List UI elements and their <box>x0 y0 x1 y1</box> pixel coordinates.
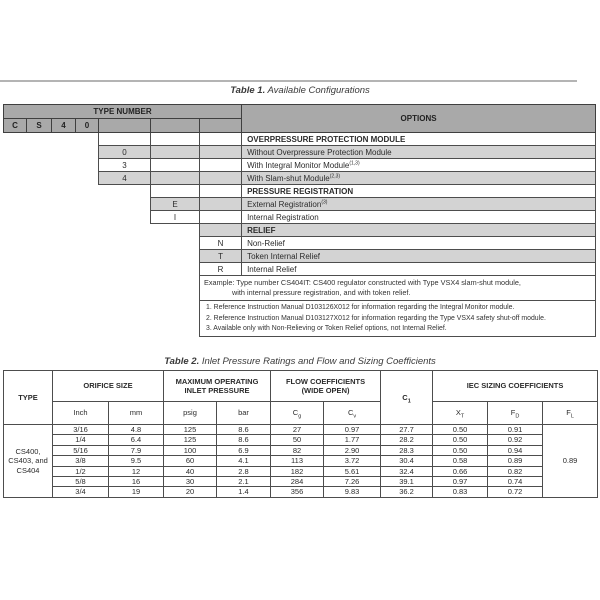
data-cell: 4.1 <box>217 456 271 466</box>
bar-column-header: bar <box>217 402 271 425</box>
type-digit-4: 4 <box>52 119 76 133</box>
t2-data-row <box>4 445 598 455</box>
footnote-2: 2. Reference Instruction Manual D103127X012 for information regarding the Type VSX4 safety shut-off module. <box>206 314 546 322</box>
inch-column-header: Inch <box>53 402 109 425</box>
type-digit-s: S <box>27 119 52 133</box>
max-inlet-pressure-header: MAXIMUM OPERATING INLET PRESSURE <box>164 371 271 402</box>
empty-cell <box>151 172 200 185</box>
data-cell: 0.50 <box>433 445 488 455</box>
footnote-ref: (3) <box>321 198 328 205</box>
data-cell: 36.2 <box>381 487 433 497</box>
empty-cell <box>151 185 200 198</box>
t1-section-overpressure <box>4 133 596 146</box>
xt-column-header: $X_T$ <box>433 402 488 425</box>
data-cell: 32.4 <box>381 466 433 476</box>
fl-value-cell: 0.89 <box>543 425 598 498</box>
empty-cell <box>151 133 200 146</box>
empty-cell <box>200 211 242 224</box>
t1-example-row <box>4 276 596 301</box>
data-cell: 0.94 <box>488 445 543 455</box>
footnotes <box>200 301 596 337</box>
fd-column-header: $F_D$ <box>488 402 543 425</box>
t1-section-pressure-registration <box>4 185 596 198</box>
data-cell: 0.74 <box>488 476 543 486</box>
t1-option-row <box>4 146 596 159</box>
mm-column-header: mm <box>109 402 164 425</box>
t2-data-row <box>4 435 598 445</box>
empty-cell <box>200 159 242 172</box>
data-cell: 8.6 <box>217 425 271 435</box>
option-label: External Registration$^{(3)}$ <box>242 198 596 211</box>
empty-cell <box>200 185 242 198</box>
option-label: Without Overpressure Protection Module <box>242 146 596 159</box>
t2-header-row-2 <box>4 402 598 425</box>
t2-data-row <box>4 476 598 486</box>
type-digit-c: C <box>4 119 27 133</box>
t1-option-row <box>4 237 596 250</box>
data-cell: 9.83 <box>324 487 381 497</box>
t1-option-row <box>4 211 596 224</box>
data-cell: 60 <box>164 456 217 466</box>
t2-data-row <box>4 466 598 476</box>
data-cell: 125 <box>164 435 217 445</box>
table1-title-label: Table 1. <box>230 85 266 96</box>
empty-header-cell <box>200 119 242 133</box>
data-cell: 16 <box>109 476 164 486</box>
type-value-cell: CS400, CS403, and CS404 <box>4 425 53 498</box>
footnote-3: 3. Available only with Non-Relieving or Token Relief options, not Internal Relief. <box>206 325 447 333</box>
options-header: OPTIONS <box>242 105 596 133</box>
option-label: With Slam-shut Module$^{(2,3)}$ <box>242 172 596 185</box>
data-cell: 39.1 <box>381 476 433 486</box>
data-cell: 1.4 <box>217 487 271 497</box>
data-cell: 28.2 <box>381 435 433 445</box>
page-divider-rule <box>0 80 577 82</box>
data-cell: 19 <box>109 487 164 497</box>
data-cell: 2.8 <box>217 466 271 476</box>
option-label: Token Internal Relief <box>242 250 596 263</box>
empty-header-cell <box>151 119 200 133</box>
t1-option-row <box>4 198 596 211</box>
footnote-1: 1. Reference Instruction Manual D103126X012 for information regarding the Integral Monitor module. <box>206 304 515 312</box>
data-cell: 5/16 <box>53 445 109 455</box>
type-column-header: TYPE <box>4 371 53 425</box>
data-cell: 28.3 <box>381 445 433 455</box>
data-cell: 0.66 <box>433 466 488 476</box>
data-cell: 0.97 <box>324 425 381 435</box>
t1-option-row <box>4 172 596 185</box>
orifice-size-header: ORIFICE SIZE <box>53 371 164 402</box>
data-cell: 3/16 <box>53 425 109 435</box>
data-cell: 125 <box>164 425 217 435</box>
type-digit-0: 0 <box>76 119 99 133</box>
empty-cell <box>200 146 242 159</box>
data-cell: 0.91 <box>488 425 543 435</box>
t1-option-row <box>4 159 596 172</box>
iec-sizing-header: IEC SIZING COEFFICIENTS <box>433 371 598 402</box>
data-cell: 8.6 <box>217 435 271 445</box>
option-label: Non-Relief <box>242 237 596 250</box>
data-cell: 0.83 <box>433 487 488 497</box>
footnote-ref: (2,3) <box>329 172 341 179</box>
option-label: Internal Registration <box>242 211 596 224</box>
option-code: 3 <box>99 159 151 172</box>
option-code: R <box>200 263 242 276</box>
psig-column-header: psig <box>164 402 217 425</box>
example-line-1: Example: Type number CS404IT: CS400 regulator constructed with Type VSX4 slam-shut module, <box>204 278 521 287</box>
flow-coefficients-header: FLOW COEFFICIENTS (WIDE OPEN) <box>271 371 381 402</box>
table1-title <box>0 85 600 96</box>
data-cell: 6.4 <box>109 435 164 445</box>
table2-title-text: Inlet Pressure Ratings and Flow and Sizing Coefficients <box>201 356 436 367</box>
data-cell: 20 <box>164 487 217 497</box>
data-cell: 1/4 <box>53 435 109 445</box>
data-cell: 0.82 <box>488 466 543 476</box>
data-cell: 0.97 <box>433 476 488 486</box>
section-label: PRESSURE REGISTRATION <box>242 185 596 198</box>
table1-available-configurations <box>3 104 596 337</box>
example-note <box>200 276 596 301</box>
option-label: With Integral Monitor Module$^{(1,3)}$ <box>242 159 596 172</box>
data-cell: 6.9 <box>217 445 271 455</box>
option-code: 4 <box>99 172 151 185</box>
data-cell: 0.50 <box>433 435 488 445</box>
data-cell: 0.89 <box>488 456 543 466</box>
data-cell: 12 <box>109 466 164 476</box>
data-cell: 9.5 <box>109 456 164 466</box>
data-cell: 5.61 <box>324 466 381 476</box>
table2-pressure-flow-coefficients <box>3 370 598 498</box>
data-cell: 7.9 <box>109 445 164 455</box>
data-cell: 40 <box>164 466 217 476</box>
empty-cell <box>200 172 242 185</box>
data-cell: 4.8 <box>109 425 164 435</box>
data-cell: 30.4 <box>381 456 433 466</box>
data-cell: 0.50 <box>433 425 488 435</box>
table1-title-text: Available Configurations <box>267 85 370 96</box>
empty-cell <box>200 198 242 211</box>
data-cell: 3/8 <box>53 456 109 466</box>
t1-option-row <box>4 250 596 263</box>
empty-cell <box>151 159 200 172</box>
t2-data-row <box>4 425 598 435</box>
footnote-ref: (1,3) <box>349 159 360 166</box>
option-label: Internal Relief <box>242 263 596 276</box>
data-cell: 2.1 <box>217 476 271 486</box>
t1-footnotes-row <box>4 301 596 337</box>
data-cell: 30 <box>164 476 217 486</box>
data-cell: 1.77 <box>324 435 381 445</box>
data-cell: 0.72 <box>488 487 543 497</box>
empty-cell <box>200 133 242 146</box>
section-label: RELIEF <box>242 224 596 237</box>
data-cell: 0.92 <box>488 435 543 445</box>
cv-column-header: $C_v$ <box>324 402 381 425</box>
data-cell: 113 <box>271 456 324 466</box>
data-cell: 50 <box>271 435 324 445</box>
t2-data-row <box>4 456 598 466</box>
data-cell: 284 <box>271 476 324 486</box>
data-cell: 27 <box>271 425 324 435</box>
data-cell: 3/4 <box>53 487 109 497</box>
data-cell: 100 <box>164 445 217 455</box>
cg-column-header: $C_g$ <box>271 402 324 425</box>
data-cell: 3.72 <box>324 456 381 466</box>
t1-section-relief <box>4 224 596 237</box>
option-code: 0 <box>99 146 151 159</box>
empty-header-cell <box>99 119 151 133</box>
empty-cell <box>99 133 151 146</box>
empty-cell <box>200 224 242 237</box>
c1-column-header: $C_1$ <box>381 371 433 425</box>
table2-title-label: Table 2. <box>164 356 200 367</box>
t2-data-row <box>4 487 598 497</box>
empty-cell <box>151 146 200 159</box>
data-cell: 5/8 <box>53 476 109 486</box>
option-code: T <box>200 250 242 263</box>
table2-title <box>0 356 600 367</box>
data-cell: 1/2 <box>53 466 109 476</box>
data-cell: 82 <box>271 445 324 455</box>
data-cell: 27.7 <box>381 425 433 435</box>
type-number-header: TYPE NUMBER <box>4 105 242 119</box>
section-label: OVERPRESSURE PROTECTION MODULE <box>242 133 596 146</box>
option-code: N <box>200 237 242 250</box>
data-cell: 0.58 <box>433 456 488 466</box>
option-code: E <box>151 198 200 211</box>
data-cell: 2.90 <box>324 445 381 455</box>
fl-column-header: $F_L$ <box>543 402 598 425</box>
example-line-2: with internal pressure registration, and with token relief. <box>232 288 411 298</box>
option-code: I <box>151 211 200 224</box>
t2-header-row-1 <box>4 371 598 402</box>
data-cell: 182 <box>271 466 324 476</box>
data-cell: 356 <box>271 487 324 497</box>
data-cell: 7.26 <box>324 476 381 486</box>
t1-option-row <box>4 263 596 276</box>
t1-header-row-1 <box>4 105 596 119</box>
